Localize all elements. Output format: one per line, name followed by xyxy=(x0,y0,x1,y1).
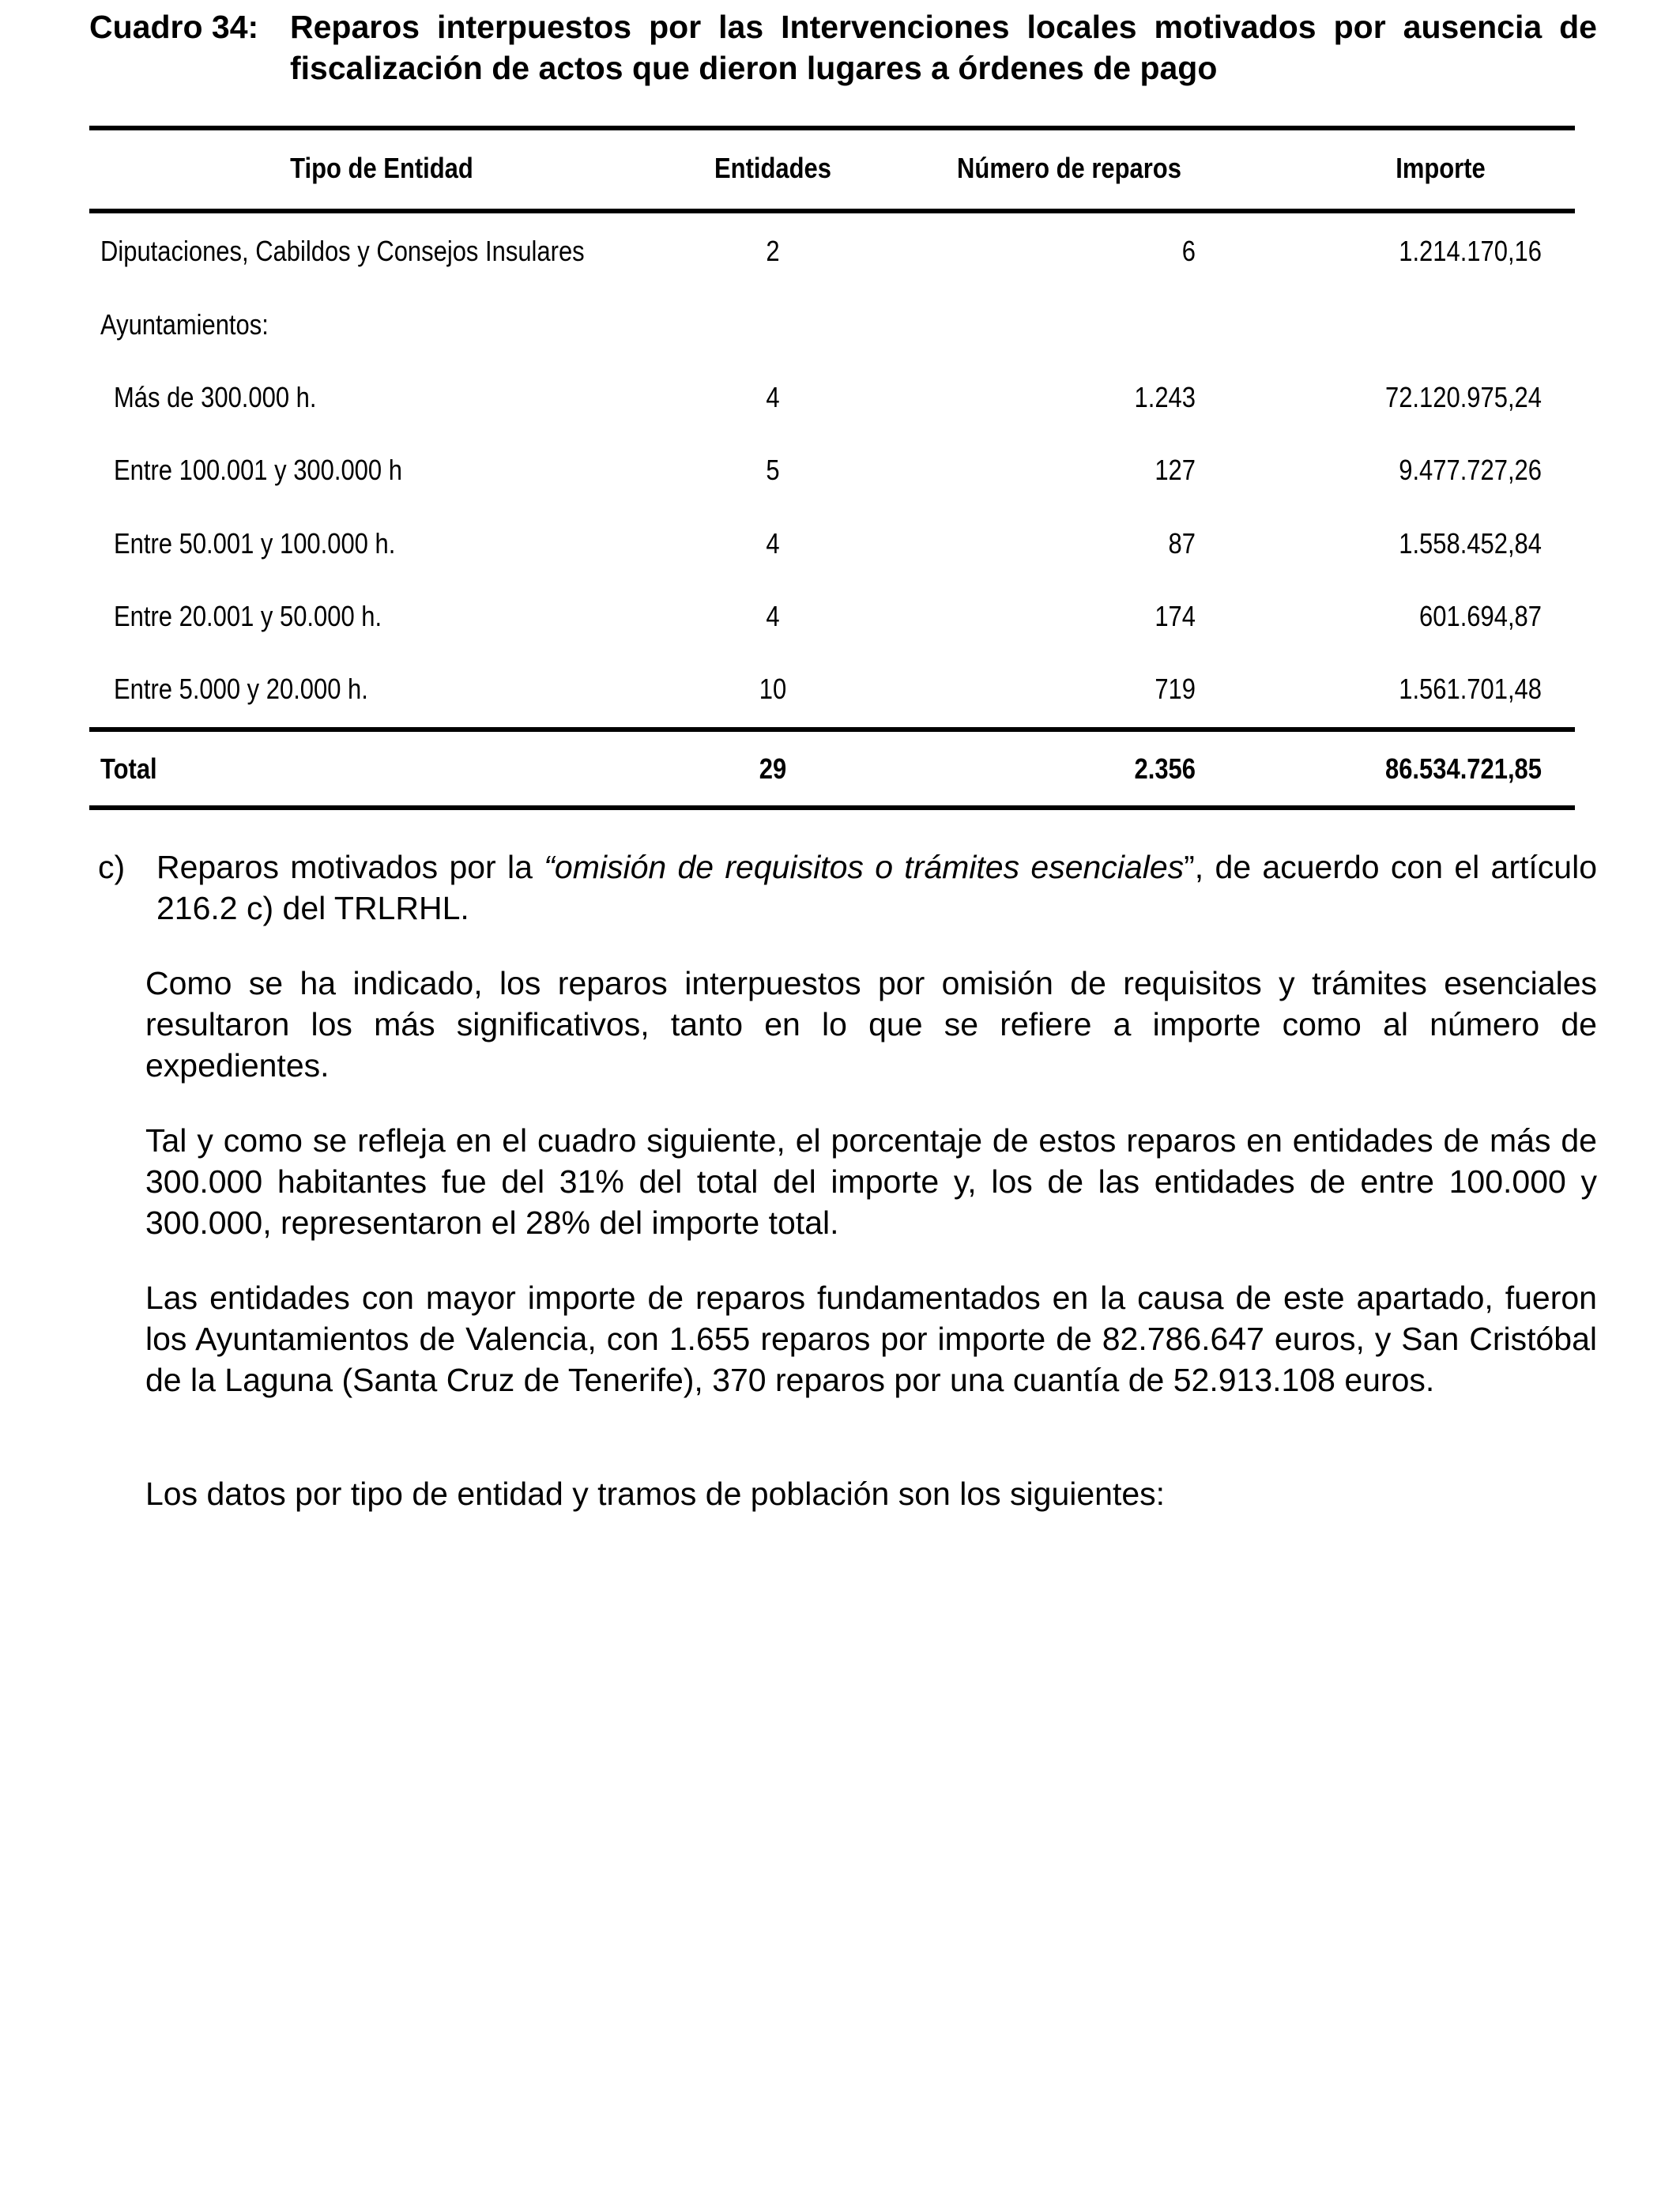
cell-reparos: 174 xyxy=(1155,600,1196,632)
cell-tipo: Entre 20.001 y 50.000 h. xyxy=(114,600,382,632)
cell-importe: 1.561.701,48 xyxy=(1399,673,1542,705)
cell-importe: 9.477.727,26 xyxy=(1399,454,1542,486)
cell-importe: 1.558.452,84 xyxy=(1399,527,1542,560)
cell-tipo: Más de 300.000 h. xyxy=(114,381,317,413)
cell-importe: 601.694,87 xyxy=(1419,600,1542,632)
cell-tipo: Entre 100.001 y 300.000 h xyxy=(114,454,402,486)
caption-title: Reparos interpuestos por las Intervenciones locales motivados por ausencia de fiscalización de actos que dieron lugares a órdenes de pago xyxy=(290,9,1597,86)
cell-reparos: 127 xyxy=(1155,454,1196,486)
cell-reparos: 87 xyxy=(1168,527,1196,560)
header-importe: Importe xyxy=(1396,152,1486,184)
table-total-rule xyxy=(89,727,1575,732)
cell-tipo: Ayuntamientos: xyxy=(100,308,269,341)
cell-importe: 72.120.975,24 xyxy=(1384,381,1542,413)
cell-importe: 1.214.170,16 xyxy=(1399,235,1542,267)
cell-entidades: 4 xyxy=(766,527,780,560)
cell-reparos: 6 xyxy=(1181,235,1196,267)
cell-entidades: 4 xyxy=(766,381,780,413)
table-bottom-rule xyxy=(89,805,1575,810)
paragraph: Tal y como se refleja en el cuadro siguiente, el porcentaje de estos reparos en entidades de más de 300.000 habitantes fue del 31% del total del importe y, los de las entidades de entre 100.000 y 300.000, representaron el 28% del importe total. xyxy=(145,1122,1597,1241)
cell-tipo: Entre 5.000 y 20.000 h. xyxy=(114,673,368,705)
item-text-end: ”, de acuerdo con el artículo 216.2 c) del TRLRHL. xyxy=(156,849,1597,926)
list-item-c xyxy=(98,846,1597,929)
paragraph: Los datos por tipo de entidad y tramos de población son los siguientes: xyxy=(145,1476,1166,1512)
cell-reparos: 1.243 xyxy=(1134,381,1196,413)
paragraph: Como se ha indicado, los reparos interpuestos por omisión de requisitos y trámites esenciales resultaron los más significativos, tanto en lo que se refiere a importe como al número de expedientes. xyxy=(145,965,1597,1084)
total-label: Total xyxy=(100,752,157,785)
cell-entidades: 2 xyxy=(766,235,780,267)
header-entidades: Entidades xyxy=(714,152,831,184)
caption-label: Cuadro 34: xyxy=(89,9,259,45)
cell-tipo: Entre 50.001 y 100.000 h. xyxy=(114,527,396,560)
header-tipo: Tipo de Entidad xyxy=(290,152,473,184)
cell-reparos: 719 xyxy=(1155,673,1196,705)
total-reparos: 2.356 xyxy=(1134,752,1196,785)
cell-entidades: 4 xyxy=(766,600,780,632)
cell-entidades: 5 xyxy=(766,454,780,486)
cell-entidades: 10 xyxy=(759,673,787,705)
total-entidades: 29 xyxy=(759,752,787,785)
table-header-rule xyxy=(89,209,1575,213)
total-importe: 86.534.721,85 xyxy=(1384,752,1542,785)
item-marker: c) xyxy=(98,849,126,885)
table-top-rule xyxy=(89,126,1575,130)
item-text xyxy=(156,846,1597,929)
paragraph: Las entidades con mayor importe de reparos fundamentados en la causa de este apartado, fueron los Ayuntamientos de Valencia, con 1.655 reparos por importe de 82.786.647 euros, y San Cristóbal de la Laguna (Santa Cruz de Tenerife), 370 reparos por una cuantía de 52.913.108 euros. xyxy=(145,1280,1597,1398)
item-text-quote: “omisión de requisitos o trámites esenciales xyxy=(544,849,1185,885)
header-reparos: Número de reparos xyxy=(957,152,1181,184)
table-caption xyxy=(89,6,1597,89)
cell-tipo: Diputaciones, Cabildos y Consejos Insulares xyxy=(100,235,585,267)
item-text-start: Reparos motivados por la xyxy=(156,849,544,885)
